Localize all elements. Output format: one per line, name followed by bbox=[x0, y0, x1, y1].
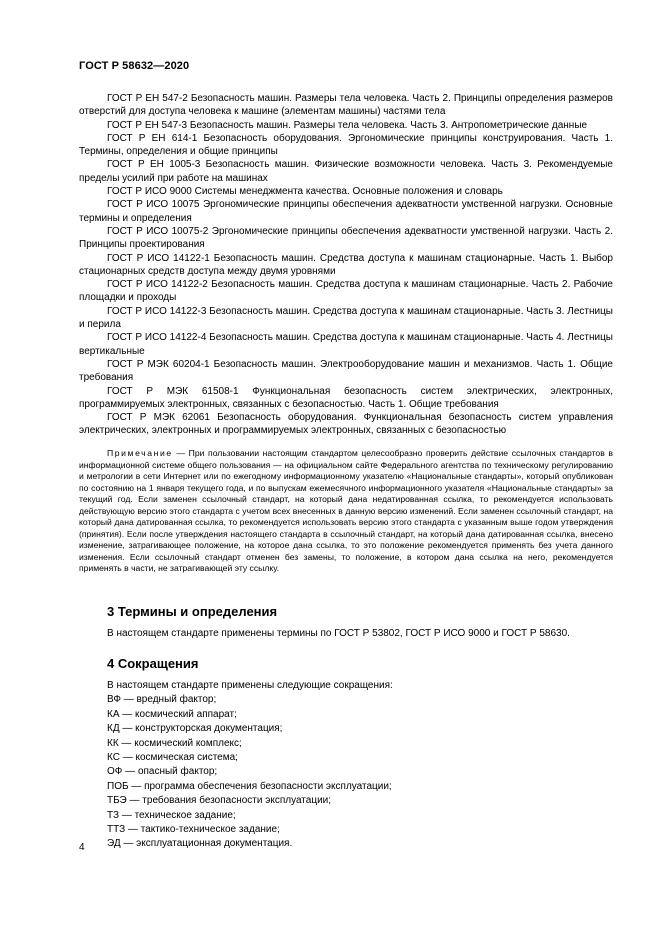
abbreviation-item: ПОБ — программа обеспечения безопасности эксплуатации; bbox=[107, 780, 392, 792]
reference-item: ГОСТ Р ИСО 9000 Системы менеджмента качества. Основные положения и словарь bbox=[107, 186, 503, 198]
page-number: 4 bbox=[79, 842, 85, 853]
reference-item: ГОСТ Р ЕН 1005-3 Безопасность машин. Физические возможности человека. Часть 3. Рекомендуемые пределы усилий при работе на машинах bbox=[79, 159, 613, 184]
note-text: — При пользовании настоящим стандартом целесообразно проверить действие ссылочных стандартов в информационной системе общего пользования — на официальном сайте Федерального агентства по техническому регулированию и метрологии в сети Интернет или по ежегодному информационному указателю «Национальные стандарты», который опубликован по состоянию на 1 января текущего года, и по выпускам ежемесячного информационного указателя «Национальные стандарты» за текущий год. Если заменен ссылочный стандарт, на который дана недатированная ссылка, то рекомендуется использовать действующую версию этого стандарта с учетом всех внесенных в данную версию изменений. Если заменен ссылочный стандарт, на который дана датированная ссылка, то рекомендуется использовать версию этого стандарта с указанным выше годом утверждения (принятия). Если после утверждения настоящего стандарта в ссылочный стандарт, на который дана датированная ссылка, внесено изменение, затрагивающее положение, на которое дана ссылка, то это положение рекомендуется применять без учета данного изменения. Если ссылочный стандарт отменен без замены, то положение, в котором дана ссылка на него, рекомендуется применять в части, не затрагивающей эту ссылку. bbox=[79, 448, 613, 574]
reference-item: ГОСТ Р ИСО 14122-2 Безопасность машин. Средства доступа к машинам стационарные. Часть 2. Рабочие площадки и проходы bbox=[79, 279, 613, 304]
reference-item: ГОСТ Р ЕН 547-3 Безопасность машин. Размеры тела человека. Часть 3. Антропометрические данные bbox=[107, 119, 588, 131]
note-paragraph bbox=[79, 448, 613, 575]
abbreviation-item: ТЗ — техническое задание; bbox=[107, 809, 236, 821]
note-block bbox=[79, 448, 613, 575]
reference-item: ГОСТ Р МЭК 61508-1 Функциональная безопасность систем электрических, электронных, программируемых электронных, связанных с безопасностью. Часть 1. Общие требования bbox=[79, 385, 613, 410]
reference-item: ГОСТ Р ИСО 14122-4 Безопасность машин. Средства доступа к машинам стационарные. Часть 4. Лестницы вертикальные bbox=[79, 332, 613, 357]
abbreviation-item: ТТЗ — тактико-техническое задание; bbox=[107, 824, 280, 836]
abbreviations-list bbox=[107, 679, 393, 852]
section-4-heading: 4 Сокращения bbox=[107, 656, 199, 671]
reference-item: ГОСТ Р МЭК 60204-1 Безопасность машин. Электрооборудование машин и механизмов. Часть 1. Общие требования bbox=[79, 358, 613, 384]
note-label: Примечание bbox=[107, 448, 173, 458]
reference-item: ГОСТ Р ИСО 14122-1 Безопасность машин. Средства доступа к машинам стационарные. Часть 1. Выбор стационарных средств доступа между двумя уровнями bbox=[79, 252, 613, 277]
reference-item: ГОСТ Р ЕН 547-2 Безопасность машин. Размеры тела человека. Часть 2. Принципы определения размеров отверстий для доступа человека к машине (элементам машины) частями тела bbox=[79, 93, 613, 118]
abbreviation-item: ВФ — вредный фактор; bbox=[107, 694, 217, 706]
abbreviation-item: КД — конструкторская документация; bbox=[107, 723, 283, 735]
abbreviation-item: ОФ — опасный фактор; bbox=[107, 766, 218, 778]
abbreviation-item: КА — космический аппарат; bbox=[107, 708, 237, 720]
reference-item: ГОСТ Р ИСО 14122-3 Безопасность машин. Средства доступа к машинам стационарные. Часть 3. Лестницы и перила bbox=[79, 305, 613, 331]
reference-item: ГОСТ Р ИСО 10075-2 Эргономические принципы обеспечения адекватности умственной нагрузки. Часть 2. Принципы проектирования bbox=[79, 225, 613, 251]
abbreviation-item: ТБЭ — требования безопасности эксплуатации; bbox=[107, 795, 332, 807]
document-header: ГОСТ Р 58632—2020 bbox=[79, 60, 190, 72]
abbreviations-intro: В настоящем стандарте применены следующие сокращения: bbox=[107, 680, 393, 691]
abbreviation-item: КС — космическая система; bbox=[107, 752, 238, 764]
section-3-heading: 3 Термины и определения bbox=[107, 604, 278, 619]
normative-references-list bbox=[79, 92, 613, 438]
abbreviation-item: КК — космический комплекс; bbox=[107, 737, 242, 749]
reference-item: ГОСТ Р ИСО 10075 Эргономические принципы обеспечения адекватности умственной нагрузки. Основные термины и определения bbox=[79, 199, 613, 224]
reference-item: ГОСТ Р МЭК 62061 Безопасность оборудования. Функциональная безопасность систем управления электрических, электронных и программируемых электронных, связанных с безопасностью bbox=[79, 412, 613, 437]
reference-item: ГОСТ Р ЕН 614-1 Безопасность оборудования. Эргономические принципы конструирования. Часть 1. Термины, определения и общие принципы bbox=[79, 132, 613, 158]
section-3-text: В настоящем стандарте применены термины по ГОСТ Р 53802, ГОСТ Р ИСО 9000 и ГОСТ Р 58630. bbox=[107, 628, 570, 639]
abbreviation-item: ЭД — эксплуатационная документация. bbox=[107, 838, 293, 850]
